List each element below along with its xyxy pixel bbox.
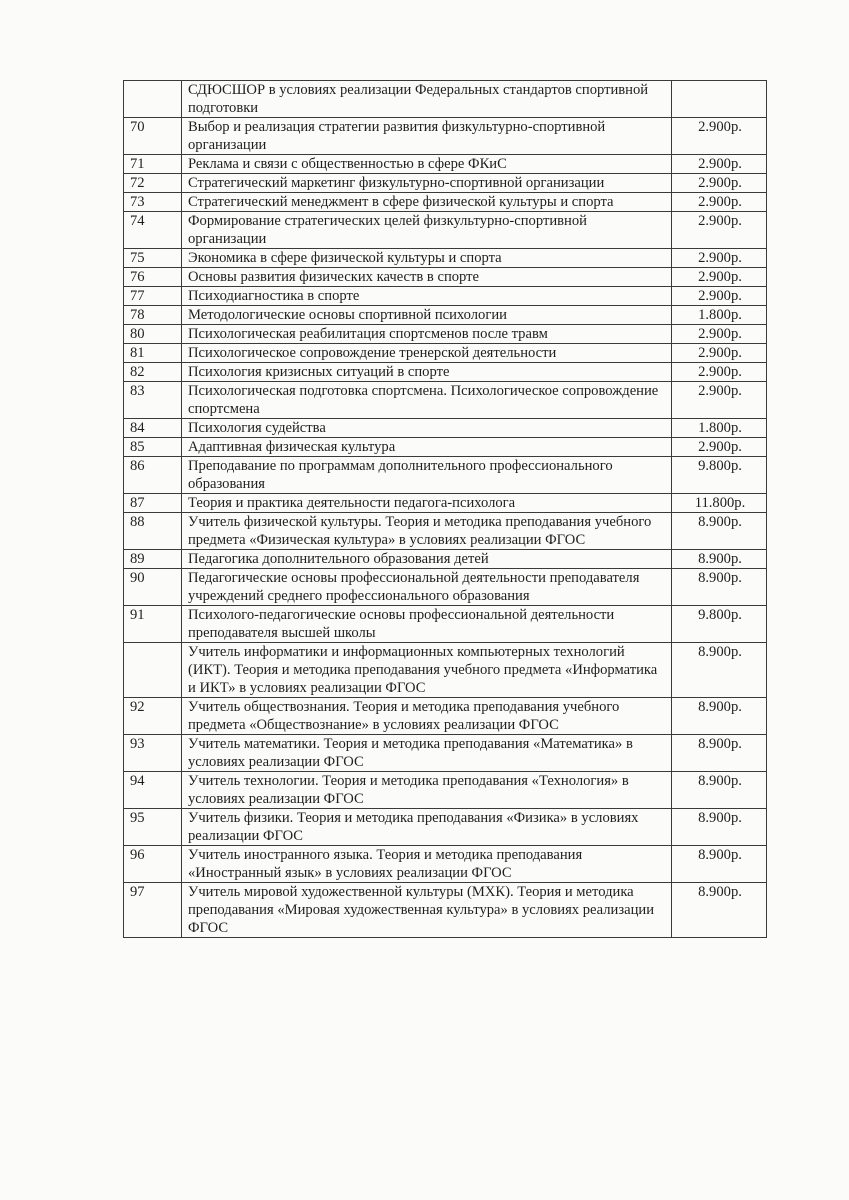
table-row	[124, 81, 767, 118]
course-price: 8.900р.	[672, 513, 767, 550]
table-row	[124, 382, 767, 419]
table-row	[124, 419, 767, 438]
table-row	[124, 550, 767, 569]
row-number: 71	[124, 155, 182, 174]
row-number: 97	[124, 883, 182, 938]
table-row	[124, 268, 767, 287]
course-title: Реклама и связи с общественностью в сфере ФКиС	[182, 155, 672, 174]
course-price: 8.900р.	[672, 698, 767, 735]
table-row	[124, 118, 767, 155]
row-number	[124, 643, 182, 698]
table-row	[124, 344, 767, 363]
price-table	[123, 80, 767, 938]
course-title: Учитель мировой художественной культуры (МХК). Теория и методика преподавания «Мировая художественная культура» в условиях реализации ФГОС	[182, 883, 672, 938]
table-row	[124, 698, 767, 735]
course-title: Учитель физической культуры. Теория и методика преподавания учебного предмета «Физическая культура» в условиях реализации ФГОС	[182, 513, 672, 550]
course-title: Стратегический маркетинг физкультурно-спортивной организации	[182, 174, 672, 193]
course-title: Методологические основы спортивной психологии	[182, 306, 672, 325]
course-title: Психология кризисных ситуаций в спорте	[182, 363, 672, 382]
table-row	[124, 438, 767, 457]
row-number: 87	[124, 494, 182, 513]
row-number: 88	[124, 513, 182, 550]
table-row	[124, 287, 767, 306]
course-title: Психолого-педагогические основы профессиональной деятельности преподавателя высшей школы	[182, 606, 672, 643]
course-price: 2.900р.	[672, 174, 767, 193]
course-price: 2.900р.	[672, 438, 767, 457]
course-title: Психологическая реабилитация спортсменов после травм	[182, 325, 672, 344]
table-row	[124, 569, 767, 606]
table-row	[124, 606, 767, 643]
row-number: 77	[124, 287, 182, 306]
table-row	[124, 174, 767, 193]
course-price: 8.900р.	[672, 809, 767, 846]
course-price: 8.900р.	[672, 883, 767, 938]
row-number: 85	[124, 438, 182, 457]
row-number: 95	[124, 809, 182, 846]
row-number: 76	[124, 268, 182, 287]
course-price: 2.900р.	[672, 118, 767, 155]
course-title: Формирование стратегических целей физкультурно-спортивной организации	[182, 212, 672, 249]
row-number: 96	[124, 846, 182, 883]
course-title: Преподавание по программам дополнительного профессионального образования	[182, 457, 672, 494]
course-title: Учитель обществознания. Теория и методика преподавания учебного предмета «Обществознание» в условиях реализации ФГОС	[182, 698, 672, 735]
row-number: 82	[124, 363, 182, 382]
price-table-body	[124, 81, 767, 938]
row-number: 73	[124, 193, 182, 212]
row-number: 75	[124, 249, 182, 268]
table-row	[124, 494, 767, 513]
row-number: 90	[124, 569, 182, 606]
table-row	[124, 363, 767, 382]
course-price: 2.900р.	[672, 363, 767, 382]
row-number: 86	[124, 457, 182, 494]
course-price: 2.900р.	[672, 212, 767, 249]
course-price: 2.900р.	[672, 249, 767, 268]
course-price: 8.900р.	[672, 569, 767, 606]
course-title: Педагогика дополнительного образования детей	[182, 550, 672, 569]
course-price: 1.800р.	[672, 306, 767, 325]
row-number: 94	[124, 772, 182, 809]
course-title: Основы развития физических качеств в спорте	[182, 268, 672, 287]
table-row	[124, 513, 767, 550]
course-title: Учитель математики. Теория и методика преподавания «Математика» в условиях реализации ФГОС	[182, 735, 672, 772]
row-number: 81	[124, 344, 182, 363]
table-row	[124, 643, 767, 698]
course-title: Теория и практика деятельности педагога-психолога	[182, 494, 672, 513]
row-number: 72	[124, 174, 182, 193]
course-title: Психология судейства	[182, 419, 672, 438]
course-price: 2.900р.	[672, 382, 767, 419]
course-title: Стратегический менеджмент в сфере физической культуры и спорта	[182, 193, 672, 212]
row-number: 93	[124, 735, 182, 772]
row-number: 70	[124, 118, 182, 155]
table-row	[124, 809, 767, 846]
course-price: 1.800р.	[672, 419, 767, 438]
row-number: 78	[124, 306, 182, 325]
table-row	[124, 193, 767, 212]
course-title: Психологическое сопровождение тренерской деятельности	[182, 344, 672, 363]
course-price: 8.900р.	[672, 846, 767, 883]
course-price: 2.900р.	[672, 193, 767, 212]
row-number: 92	[124, 698, 182, 735]
course-title: СДЮСШОР в условиях реализации Федеральных стандартов спортивной подготовки	[182, 81, 672, 118]
course-price: 9.800р.	[672, 457, 767, 494]
course-title: Экономика в сфере физической культуры и спорта	[182, 249, 672, 268]
course-price: 8.900р.	[672, 772, 767, 809]
table-row	[124, 325, 767, 344]
table-row	[124, 735, 767, 772]
course-price: 11.800р.	[672, 494, 767, 513]
course-price: 8.900р.	[672, 735, 767, 772]
table-row	[124, 883, 767, 938]
row-number: 91	[124, 606, 182, 643]
table-row	[124, 249, 767, 268]
course-title: Психодиагностика в спорте	[182, 287, 672, 306]
table-row	[124, 846, 767, 883]
row-number	[124, 81, 182, 118]
course-price: 8.900р.	[672, 550, 767, 569]
course-title: Учитель иностранного языка. Теория и методика преподавания «Иностранный язык» в условиях реализации ФГОС	[182, 846, 672, 883]
row-number: 89	[124, 550, 182, 569]
course-price: 2.900р.	[672, 325, 767, 344]
course-title: Учитель физики. Теория и методика преподавания «Физика» в условиях реализации ФГОС	[182, 809, 672, 846]
course-price	[672, 81, 767, 118]
table-row	[124, 212, 767, 249]
course-title: Адаптивная физическая культура	[182, 438, 672, 457]
course-price: 8.900р.	[672, 643, 767, 698]
row-number: 84	[124, 419, 182, 438]
course-price: 2.900р.	[672, 268, 767, 287]
table-row	[124, 306, 767, 325]
course-title: Учитель технологии. Теория и методика преподавания «Технология» в условиях реализации ФГОС	[182, 772, 672, 809]
course-title: Выбор и реализация стратегии развития физкультурно-спортивной организации	[182, 118, 672, 155]
row-number: 80	[124, 325, 182, 344]
course-price: 2.900р.	[672, 344, 767, 363]
course-price: 2.900р.	[672, 155, 767, 174]
course-price: 2.900р.	[672, 287, 767, 306]
course-title: Психологическая подготовка спортсмена. Психологическое сопровождение спортсмена	[182, 382, 672, 419]
course-title: Педагогические основы профессиональной деятельности преподавателя учреждений среднего профессионального образования	[182, 569, 672, 606]
row-number: 74	[124, 212, 182, 249]
course-title: Учитель информатики и информационных компьютерных технологий (ИКТ). Теория и методика преподавания учебного предмета «Информатика и ИКТ» в условиях реализации ФГОС	[182, 643, 672, 698]
table-row	[124, 772, 767, 809]
course-price: 9.800р.	[672, 606, 767, 643]
table-row	[124, 457, 767, 494]
row-number: 83	[124, 382, 182, 419]
table-row	[124, 155, 767, 174]
